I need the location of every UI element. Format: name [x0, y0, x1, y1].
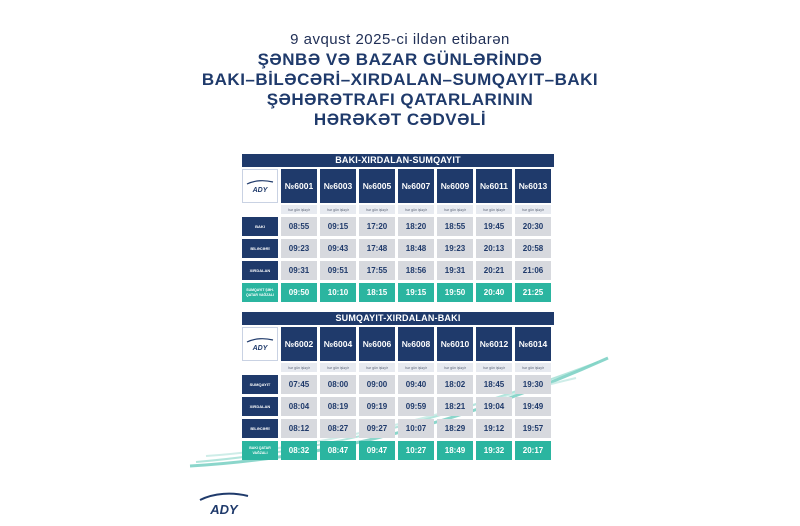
service-days: hər gün işləyir — [515, 363, 551, 372]
ady-logo-icon — [245, 177, 275, 195]
service-days: hər gün işləyir — [476, 205, 512, 214]
ady-logo-icon — [196, 490, 252, 518]
time-cell: 18:56 — [398, 261, 434, 280]
table-title: SUMQAYIT-XIRDALAN-BAKI — [242, 312, 554, 325]
time-cell: 09:47 — [359, 441, 395, 460]
time-cell: 09:40 — [398, 375, 434, 394]
ady-logo — [242, 169, 278, 203]
service-days: hər gün işləyir — [398, 363, 434, 372]
time-cell: 19:45 — [476, 217, 512, 236]
train-number: №6006 — [359, 327, 395, 361]
time-cell: 07:45 — [281, 375, 317, 394]
time-cell: 17:48 — [359, 239, 395, 258]
service-days: hər gün işləyir — [515, 205, 551, 214]
time-cell: 18:15 — [359, 283, 395, 302]
train-number: №6007 — [398, 169, 434, 203]
train-number: №6005 — [359, 169, 395, 203]
ady-logo — [242, 327, 278, 361]
footer-logo — [196, 490, 252, 518]
time-cell: 10:10 — [320, 283, 356, 302]
table-title: BAKI-XIRDALAN-SUMQAYIT — [242, 154, 554, 167]
train-number: №6001 — [281, 169, 317, 203]
time-cell: 21:25 — [515, 283, 551, 302]
train-number: №6012 — [476, 327, 512, 361]
time-cell: 18:55 — [437, 217, 473, 236]
title-line-3: BAKI–BİLƏCƏRİ–XIRDALAN–SUMQAYIT–BAKI — [201, 70, 599, 89]
time-cell: 17:55 — [359, 261, 395, 280]
time-cell: 08:04 — [281, 397, 317, 416]
time-cell: 09:19 — [359, 397, 395, 416]
svg-text:ADY: ADY — [252, 345, 268, 352]
header — [0, 30, 800, 130]
time-cell: 10:27 — [398, 441, 434, 460]
schedule-table-baki-sumqayit — [242, 154, 554, 302]
train-number: №6002 — [281, 327, 317, 361]
time-cell: 19:23 — [437, 239, 473, 258]
time-cell: 09:31 — [281, 261, 317, 280]
time-cell: 20:13 — [476, 239, 512, 258]
title-line-5: HƏRƏKƏT CƏDVƏLİ — [313, 110, 487, 129]
service-days: hər gün işləyir — [398, 205, 434, 214]
train-number: №6014 — [515, 327, 551, 361]
time-cell: 20:40 — [476, 283, 512, 302]
time-cell: 19:04 — [476, 397, 512, 416]
schedule-table-sumqayit-baki — [242, 312, 554, 460]
time-cell: 08:19 — [320, 397, 356, 416]
train-number: №6003 — [320, 169, 356, 203]
service-days: hər gün işləyir — [359, 363, 395, 372]
train-number: №6009 — [437, 169, 473, 203]
time-cell: 19:57 — [515, 419, 551, 438]
time-cell: 09:23 — [281, 239, 317, 258]
time-cell: 09:43 — [320, 239, 356, 258]
service-days: hər gün işləyir — [320, 205, 356, 214]
svg-text:ADY: ADY — [252, 187, 268, 194]
svg-text:ADY: ADY — [210, 502, 238, 517]
station-label: BAKI — [242, 217, 278, 236]
train-number: №6010 — [437, 327, 473, 361]
service-days: hər gün işləyir — [437, 363, 473, 372]
table-row — [242, 397, 554, 416]
station-label: SUMQAYIT — [242, 375, 278, 394]
time-cell: 18:29 — [437, 419, 473, 438]
station-label: XIRDALAN — [242, 397, 278, 416]
ady-logo-icon — [245, 335, 275, 353]
time-cell: 19:30 — [515, 375, 551, 394]
date-line: 9 avqust 2025-ci ildən etibarən — [290, 31, 510, 48]
time-cell: 08:27 — [320, 419, 356, 438]
time-cell: 08:32 — [281, 441, 317, 460]
station-label: BAKI QATAR VAĞZALI — [242, 441, 278, 460]
time-cell: 08:00 — [320, 375, 356, 394]
time-cell: 10:07 — [398, 419, 434, 438]
station-label: XIRDALAN — [242, 261, 278, 280]
time-cell: 19:49 — [515, 397, 551, 416]
service-days-row — [242, 205, 554, 214]
time-cell: 20:58 — [515, 239, 551, 258]
time-cell: 19:50 — [437, 283, 473, 302]
time-cell: 09:27 — [359, 419, 395, 438]
table-row — [242, 217, 554, 236]
time-cell: 19:31 — [437, 261, 473, 280]
time-cell: 08:47 — [320, 441, 356, 460]
service-days: hər gün işləyir — [359, 205, 395, 214]
time-cell: 18:48 — [398, 239, 434, 258]
time-cell: 17:20 — [359, 217, 395, 236]
time-cell: 08:55 — [281, 217, 317, 236]
service-days: hər gün işləyir — [320, 363, 356, 372]
time-cell: 09:00 — [359, 375, 395, 394]
time-cell: 18:02 — [437, 375, 473, 394]
service-days: hər gün işləyir — [281, 363, 317, 372]
time-cell: 20:21 — [476, 261, 512, 280]
time-cell: 19:15 — [398, 283, 434, 302]
time-cell: 19:32 — [476, 441, 512, 460]
train-number: №6008 — [398, 327, 434, 361]
time-cell: 18:20 — [398, 217, 434, 236]
title-line-4: ŞƏHƏRƏTRAFI QATARLARININ — [266, 90, 534, 109]
table-row — [242, 239, 554, 258]
service-days: hər gün işləyir — [437, 205, 473, 214]
time-cell: 18:45 — [476, 375, 512, 394]
table-row — [242, 419, 554, 438]
table-row-final — [242, 283, 554, 302]
time-cell: 18:21 — [437, 397, 473, 416]
train-number: №6004 — [320, 327, 356, 361]
time-cell: 20:17 — [515, 441, 551, 460]
time-cell: 09:50 — [281, 283, 317, 302]
title-line-2: ŞƏNBƏ VƏ BAZAR GÜNLƏRİNDƏ — [257, 50, 543, 69]
service-days-row — [242, 363, 554, 372]
time-cell: 09:51 — [320, 261, 356, 280]
station-label: BİLƏCƏRİ — [242, 419, 278, 438]
time-cell: 09:15 — [320, 217, 356, 236]
table-row — [242, 261, 554, 280]
time-cell: 21:06 — [515, 261, 551, 280]
time-cell: 19:12 — [476, 419, 512, 438]
time-cell: 20:30 — [515, 217, 551, 236]
train-number-row — [242, 327, 554, 361]
service-days: hər gün işləyir — [476, 363, 512, 372]
service-days: hər gün işləyir — [281, 205, 317, 214]
table-row-final — [242, 441, 554, 460]
station-label: SUMQAYIT ŞƏH. QATAR VAĞZALI — [242, 283, 278, 302]
time-cell: 18:49 — [437, 441, 473, 460]
time-cell: 08:12 — [281, 419, 317, 438]
train-number: №6011 — [476, 169, 512, 203]
table-row — [242, 375, 554, 394]
train-number-row — [242, 169, 554, 203]
station-label: BİLƏCƏRİ — [242, 239, 278, 258]
time-cell: 09:59 — [398, 397, 434, 416]
train-number: №6013 — [515, 169, 551, 203]
